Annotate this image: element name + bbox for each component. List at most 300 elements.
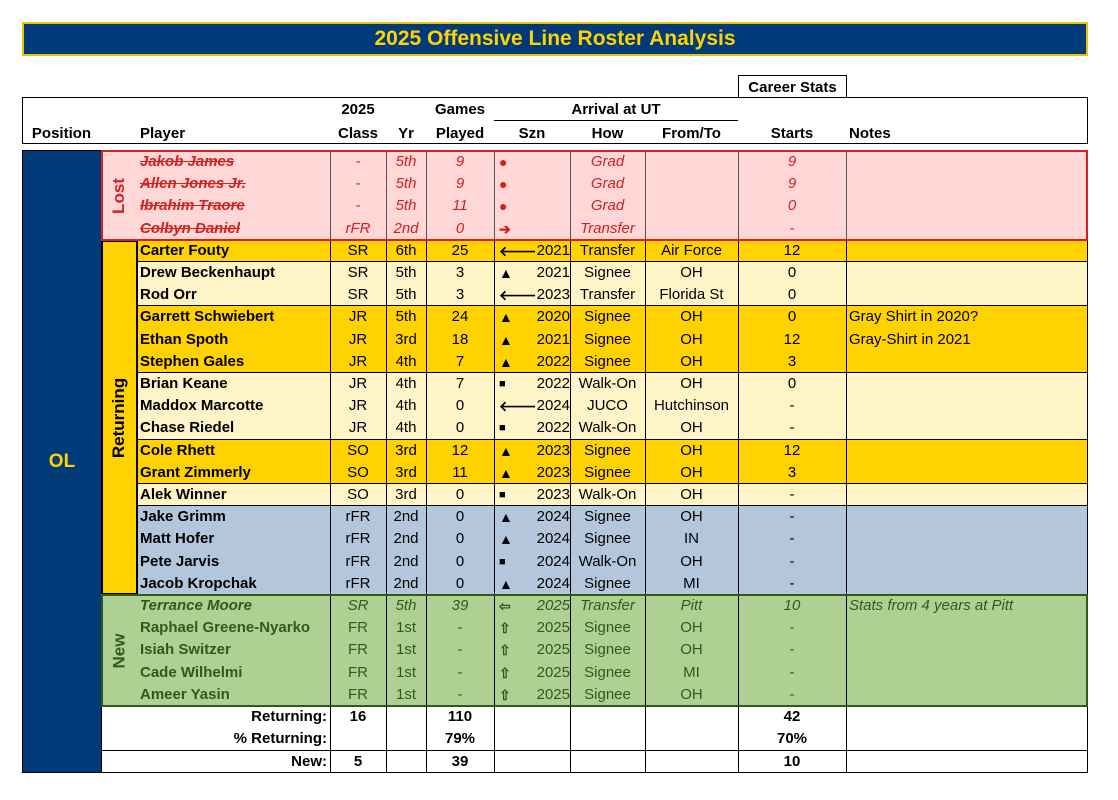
column-divider bbox=[330, 706, 331, 728]
cell-yr: 3rd bbox=[395, 441, 417, 459]
cell-szn: 2023 bbox=[536, 463, 570, 481]
column-divider bbox=[846, 573, 847, 596]
cell-how: Walk-On bbox=[578, 486, 637, 503]
column-divider bbox=[846, 706, 847, 728]
cell-how: Signee bbox=[584, 685, 631, 703]
cell-notes bbox=[849, 417, 1084, 439]
cell-notes: Gray-Shirt in 2021 bbox=[849, 330, 971, 348]
cell-notes bbox=[849, 551, 1084, 573]
group-label: New bbox=[109, 633, 128, 668]
cell-class: - bbox=[355, 197, 361, 215]
table-row bbox=[137, 417, 1087, 439]
column-divider bbox=[645, 751, 646, 773]
column-divider bbox=[494, 551, 495, 574]
cell-class: SR bbox=[347, 286, 369, 304]
cell-starts: 3 bbox=[787, 463, 797, 481]
cell-szn: 2022 bbox=[536, 375, 570, 392]
new-box bbox=[101, 594, 1088, 707]
cell-how: Grad bbox=[590, 175, 625, 193]
arrow-right-icon: ➔ bbox=[499, 220, 511, 237]
cell-notes bbox=[849, 395, 1084, 417]
cell-class: SO bbox=[347, 463, 369, 481]
column-divider bbox=[494, 306, 495, 329]
summary-row bbox=[101, 750, 1088, 772]
header-starts: Starts bbox=[770, 125, 814, 142]
table-row bbox=[137, 395, 1087, 417]
column-divider bbox=[330, 751, 331, 773]
column-divider bbox=[494, 728, 495, 750]
cell-class: rFR bbox=[345, 574, 371, 592]
circle-icon: ● bbox=[499, 176, 508, 193]
cell-games: - bbox=[457, 641, 463, 659]
cell-player: Rod Orr bbox=[140, 286, 197, 304]
cell-class: JR bbox=[348, 308, 368, 326]
square-icon: ■ bbox=[499, 489, 506, 501]
cell-how: Signee bbox=[584, 264, 631, 281]
cell-yr: 5th bbox=[395, 153, 417, 170]
cell-yr: 4th bbox=[395, 352, 417, 370]
cell-how: Signee bbox=[584, 508, 631, 526]
column-divider bbox=[846, 262, 847, 285]
cell-notes bbox=[849, 506, 1084, 528]
column-divider bbox=[846, 528, 847, 551]
outline-arrow-up-icon: ⇧ bbox=[499, 642, 511, 659]
header-notes: Notes bbox=[849, 125, 891, 142]
column-divider bbox=[494, 395, 495, 418]
summary-starts: 42 bbox=[783, 708, 801, 725]
cell-starts: 3 bbox=[787, 352, 797, 370]
cell-class: rFR bbox=[345, 508, 371, 526]
summary-games: 39 bbox=[451, 753, 469, 770]
column-divider bbox=[846, 506, 847, 529]
circle-icon: ● bbox=[499, 198, 508, 215]
cell-yr: 1st bbox=[395, 685, 416, 703]
cell-class: SO bbox=[347, 441, 369, 459]
cell-games: 39 bbox=[451, 597, 469, 614]
table-row bbox=[137, 440, 1087, 462]
column-divider bbox=[494, 528, 495, 551]
cell-games: 3 bbox=[455, 286, 465, 304]
header-how: How bbox=[591, 125, 624, 142]
header-games: Played bbox=[435, 125, 485, 142]
column-divider bbox=[494, 484, 495, 507]
cell-starts: 0 bbox=[787, 308, 797, 326]
cell-games: 0 bbox=[455, 530, 465, 548]
cell-class: JR bbox=[348, 330, 368, 348]
cell-from: Florida St bbox=[659, 286, 724, 304]
cell-from: MI bbox=[683, 663, 700, 681]
cell-games: 0 bbox=[455, 552, 465, 570]
cell-class: SR bbox=[347, 597, 369, 614]
column-divider bbox=[494, 262, 495, 285]
column-divider bbox=[426, 706, 427, 728]
cell-yr: 1st bbox=[395, 641, 416, 659]
group-label: Returning bbox=[109, 377, 129, 458]
sheet-title: 2025 Offensive Line Roster Analysis bbox=[22, 22, 1088, 56]
header-games-top: Games bbox=[434, 100, 486, 118]
cell-starts: 0 bbox=[787, 375, 797, 392]
header-from-to: From/To bbox=[662, 125, 721, 142]
cell-class: FR bbox=[348, 619, 368, 637]
cell-notes bbox=[849, 462, 1084, 484]
cell-player: Maddox Marcotte bbox=[140, 397, 264, 415]
cell-from: OH bbox=[680, 264, 703, 281]
position-cell bbox=[22, 150, 102, 773]
cell-yr: 3rd bbox=[395, 463, 417, 481]
outline-arrow-left-icon: ⇦ bbox=[499, 598, 511, 614]
square-icon: ■ bbox=[499, 378, 506, 390]
column-divider bbox=[645, 728, 646, 750]
header-class-top: 2025 bbox=[341, 100, 375, 118]
cell-player: Ibrahim Traore bbox=[140, 197, 245, 215]
summary-class: 5 bbox=[353, 753, 363, 770]
lost-box bbox=[101, 150, 1088, 241]
triangle-icon: ▲ bbox=[499, 309, 513, 326]
cell-from: OH bbox=[680, 508, 703, 526]
cell-starts: - bbox=[789, 552, 795, 570]
table-row bbox=[137, 528, 1087, 550]
cell-player: Alek Winner bbox=[140, 486, 227, 503]
cell-class: JR bbox=[348, 352, 368, 370]
arrow-left-icon: 🡐 bbox=[499, 242, 537, 259]
cell-szn: 2025 bbox=[536, 685, 570, 703]
cell-how: Transfer bbox=[579, 286, 636, 304]
cell-from: OH bbox=[680, 330, 703, 348]
cell-class: SR bbox=[347, 264, 369, 281]
cell-szn: 2021 bbox=[536, 264, 570, 281]
cell-how: Walk-On bbox=[578, 375, 637, 392]
cell-how: Signee bbox=[584, 330, 631, 348]
outline-arrow-up-icon: ⇧ bbox=[499, 620, 511, 637]
cell-class: JR bbox=[348, 375, 368, 392]
cell-yr: 5th bbox=[395, 286, 417, 304]
column-divider bbox=[738, 706, 739, 728]
header-szn: Szn bbox=[518, 125, 546, 142]
cell-how: Transfer bbox=[579, 241, 636, 259]
cell-starts: - bbox=[789, 574, 795, 592]
column-divider bbox=[738, 751, 739, 773]
column-divider bbox=[846, 351, 847, 374]
column-divider bbox=[494, 351, 495, 374]
cell-yr: 3rd bbox=[395, 330, 417, 348]
cell-class: JR bbox=[348, 419, 368, 437]
cell-szn: 2025 bbox=[536, 619, 570, 637]
column-divider bbox=[494, 440, 495, 463]
cell-how: Signee bbox=[584, 619, 631, 637]
column-divider bbox=[846, 462, 847, 485]
column-divider bbox=[846, 440, 847, 463]
cell-player: Stephen Gales bbox=[140, 352, 245, 370]
column-divider bbox=[846, 728, 847, 750]
table-row bbox=[137, 484, 1087, 506]
header-position: Position bbox=[31, 125, 92, 142]
cell-from: Hutchinson bbox=[653, 397, 730, 415]
cell-szn: 2022 bbox=[536, 352, 570, 370]
cell-from: OH bbox=[680, 375, 703, 392]
cell-class: FR bbox=[348, 663, 368, 681]
cell-player: Raphael Greene-Nyarko bbox=[140, 619, 311, 637]
cell-games: 11 bbox=[452, 197, 468, 215]
column-divider bbox=[570, 706, 571, 728]
cell-yr: 2nd bbox=[393, 508, 419, 526]
cell-how: Signee bbox=[584, 574, 631, 592]
table-row bbox=[137, 262, 1087, 284]
cell-yr: 5th bbox=[395, 597, 417, 614]
table-row bbox=[137, 351, 1087, 373]
column-divider bbox=[494, 240, 495, 263]
cell-from: OH bbox=[680, 441, 703, 459]
cell-yr: 5th bbox=[395, 264, 417, 281]
column-divider bbox=[846, 306, 847, 329]
cell-starts: - bbox=[789, 219, 795, 237]
cell-how: Signee bbox=[584, 308, 631, 326]
cell-player: Cade Wilhelmi bbox=[140, 663, 243, 681]
cell-player: Jacob Kropchak bbox=[140, 574, 257, 592]
cell-how: Grad bbox=[590, 197, 625, 215]
cell-szn: 2021 bbox=[536, 241, 570, 259]
cell-from: OH bbox=[680, 308, 703, 326]
circle-icon: ● bbox=[499, 154, 508, 170]
cell-player: Pete Jarvis bbox=[140, 552, 220, 570]
group-label: Lost bbox=[108, 177, 128, 214]
summary-label: New: bbox=[291, 753, 327, 770]
column-divider bbox=[494, 573, 495, 596]
cell-player: Matt Hofer bbox=[140, 530, 215, 548]
cell-player: Brian Keane bbox=[140, 375, 228, 392]
cell-from: OH bbox=[680, 685, 703, 703]
cell-notes bbox=[849, 284, 1084, 306]
cell-starts: 9 bbox=[787, 153, 797, 170]
cell-from: OH bbox=[680, 352, 703, 370]
cell-from: OH bbox=[680, 419, 703, 437]
cell-yr: 1st bbox=[395, 663, 416, 681]
triangle-icon: ▲ bbox=[499, 265, 513, 281]
cell-starts: 0 bbox=[787, 286, 797, 304]
cell-from: OH bbox=[680, 486, 703, 503]
header-arrival: Arrival at UT bbox=[571, 100, 661, 118]
cell-notes bbox=[849, 351, 1084, 373]
cell-class: - bbox=[355, 175, 361, 193]
column-divider bbox=[494, 506, 495, 529]
table-row bbox=[137, 551, 1087, 573]
triangle-icon: ▲ bbox=[499, 442, 513, 459]
column-divider bbox=[494, 373, 495, 396]
column-divider bbox=[386, 728, 387, 750]
triangle-icon: ▲ bbox=[499, 509, 513, 526]
cell-games: - bbox=[457, 685, 463, 703]
cell-how: Signee bbox=[584, 441, 631, 459]
cell-starts: 0 bbox=[787, 197, 797, 215]
square-icon: ■ bbox=[499, 555, 506, 568]
cell-yr: 3rd bbox=[395, 486, 417, 503]
column-divider bbox=[494, 751, 495, 773]
table-row bbox=[137, 329, 1087, 351]
summary-starts: 10 bbox=[783, 753, 801, 770]
cell-player: Grant Zimmerly bbox=[140, 463, 251, 481]
cell-from: OH bbox=[680, 463, 703, 481]
summary-class bbox=[330, 728, 386, 750]
cell-szn: 2024 bbox=[536, 552, 570, 570]
cell-games: 9 bbox=[455, 175, 465, 193]
column-divider bbox=[846, 484, 847, 507]
triangle-icon: ▲ bbox=[499, 531, 513, 548]
cell-class: - bbox=[355, 153, 361, 170]
arrow-left-icon: 🡐 bbox=[499, 287, 537, 304]
cell-player: Allen Jones Jr. bbox=[140, 175, 246, 193]
cell-games: 0 bbox=[455, 219, 465, 237]
column-divider bbox=[426, 728, 427, 750]
header-player: Player bbox=[140, 125, 186, 142]
cell-szn: 2023 bbox=[536, 286, 570, 304]
column-divider bbox=[494, 462, 495, 485]
cell-yr: 4th bbox=[395, 397, 417, 415]
cell-starts: - bbox=[789, 486, 795, 503]
cell-player: Carter Fouty bbox=[140, 241, 230, 259]
column-divider bbox=[570, 728, 571, 750]
cell-player: Terrance Moore bbox=[140, 597, 252, 614]
cell-how: Signee bbox=[584, 463, 631, 481]
cell-starts: - bbox=[789, 619, 795, 637]
cell-yr: 2nd bbox=[393, 552, 419, 570]
cell-starts: - bbox=[789, 419, 795, 437]
cell-games: 24 bbox=[451, 308, 469, 326]
cell-starts: 10 bbox=[783, 597, 801, 614]
cell-games: 0 bbox=[455, 486, 465, 503]
cell-yr: 2nd bbox=[393, 574, 419, 592]
cell-player: Cole Rhett bbox=[140, 441, 215, 459]
cell-how: Signee bbox=[584, 641, 631, 659]
cell-starts: - bbox=[789, 397, 795, 415]
column-divider bbox=[330, 728, 331, 750]
cell-notes: Stats from 4 years at Pitt bbox=[849, 597, 1014, 614]
summary-label: % Returning: bbox=[233, 730, 327, 747]
cell-szn: 2020 bbox=[536, 308, 570, 326]
cell-starts: - bbox=[789, 508, 795, 526]
cell-starts: 9 bbox=[787, 175, 797, 193]
cell-from: OH bbox=[680, 552, 703, 570]
table-row bbox=[137, 373, 1087, 395]
cell-how: Transfer bbox=[580, 219, 635, 237]
cell-from: OH bbox=[680, 641, 703, 659]
cell-from: IN bbox=[684, 530, 699, 548]
cell-szn: 2024 bbox=[536, 397, 570, 415]
cell-how: Walk-On bbox=[578, 419, 637, 437]
cell-starts: 12 bbox=[783, 241, 801, 259]
cell-games: 25 bbox=[451, 241, 469, 259]
cell-yr: 2nd bbox=[393, 530, 419, 548]
cell-games: - bbox=[457, 619, 463, 637]
cell-games: 9 bbox=[455, 153, 465, 170]
cell-class: FR bbox=[348, 685, 368, 703]
cell-szn: 2023 bbox=[536, 486, 570, 503]
cell-games: 7 bbox=[455, 352, 465, 370]
column-divider bbox=[846, 329, 847, 352]
cell-how: Signee bbox=[584, 352, 631, 370]
square-icon: ■ bbox=[499, 422, 506, 435]
cell-szn: 2024 bbox=[536, 574, 570, 592]
column-divider bbox=[846, 751, 847, 773]
cell-games: 12 bbox=[451, 441, 469, 459]
career-stats-header: Career Stats bbox=[738, 75, 847, 98]
cell-notes bbox=[849, 573, 1084, 595]
cell-games: 18 bbox=[451, 330, 469, 348]
cell-starts: 12 bbox=[783, 330, 801, 348]
triangle-icon: ▲ bbox=[499, 331, 513, 348]
cell-starts: - bbox=[789, 685, 795, 703]
outline-arrow-up-icon: ⇧ bbox=[499, 686, 511, 703]
cell-player: Garrett Schwiebert bbox=[140, 308, 275, 326]
summary-row bbox=[101, 728, 1088, 750]
cell-player: Drew Beckenhaupt bbox=[140, 264, 276, 281]
triangle-icon: ▲ bbox=[499, 464, 513, 481]
cell-class: rFR bbox=[345, 530, 371, 548]
column-divider bbox=[426, 751, 427, 773]
summary-row bbox=[101, 706, 1088, 728]
cell-player: Isiah Switzer bbox=[140, 641, 231, 659]
cell-starts: 12 bbox=[783, 441, 801, 459]
group-returning-label bbox=[101, 240, 138, 595]
column-divider bbox=[738, 728, 739, 750]
table-row bbox=[137, 284, 1087, 306]
summary-starts: 70% bbox=[776, 730, 808, 747]
cell-class: rFR bbox=[345, 219, 371, 237]
column-divider bbox=[846, 284, 847, 307]
cell-szn: 2021 bbox=[536, 330, 570, 348]
column-divider bbox=[494, 329, 495, 352]
column-divider bbox=[846, 417, 847, 440]
cell-szn: 2022 bbox=[536, 419, 570, 437]
column-divider bbox=[386, 706, 387, 728]
cell-games: 0 bbox=[455, 574, 465, 592]
cell-notes bbox=[849, 262, 1084, 284]
summary-label: Returning: bbox=[251, 708, 327, 725]
cell-class: rFR bbox=[345, 552, 371, 570]
cell-player: Chase Riedel bbox=[140, 419, 235, 437]
summary-class: 16 bbox=[349, 708, 367, 725]
summary-games: 79% bbox=[444, 730, 476, 747]
cell-player: Jake Grimm bbox=[140, 508, 226, 526]
cell-from: Air Force bbox=[661, 241, 722, 259]
cell-yr: 2nd bbox=[393, 219, 419, 237]
cell-notes bbox=[849, 484, 1084, 506]
column-divider bbox=[645, 706, 646, 728]
cell-from: OH bbox=[680, 619, 703, 637]
cell-notes bbox=[849, 528, 1084, 550]
cell-notes bbox=[849, 440, 1084, 462]
column-divider bbox=[846, 551, 847, 574]
cell-games: 0 bbox=[455, 508, 465, 526]
cell-from: MI bbox=[683, 574, 700, 592]
cell-player: Jakob James bbox=[140, 153, 235, 170]
summary-games: 110 bbox=[447, 708, 473, 725]
cell-how: Transfer bbox=[580, 597, 635, 614]
table-row bbox=[137, 506, 1087, 528]
cell-how: JUCO bbox=[587, 397, 628, 415]
cell-starts: - bbox=[789, 663, 795, 681]
table-row bbox=[137, 240, 1087, 262]
cell-yr: 4th bbox=[395, 375, 417, 392]
cell-yr: 5th bbox=[395, 175, 417, 193]
cell-class: FR bbox=[348, 641, 368, 659]
header-yr: Yr bbox=[398, 125, 414, 142]
position-label: OL bbox=[48, 450, 76, 472]
cell-starts: 0 bbox=[787, 264, 797, 281]
cell-games: - bbox=[457, 663, 463, 681]
cell-games: 0 bbox=[455, 397, 465, 415]
cell-notes bbox=[849, 240, 1084, 262]
cell-szn: 2024 bbox=[536, 508, 570, 526]
column-divider bbox=[494, 417, 495, 440]
